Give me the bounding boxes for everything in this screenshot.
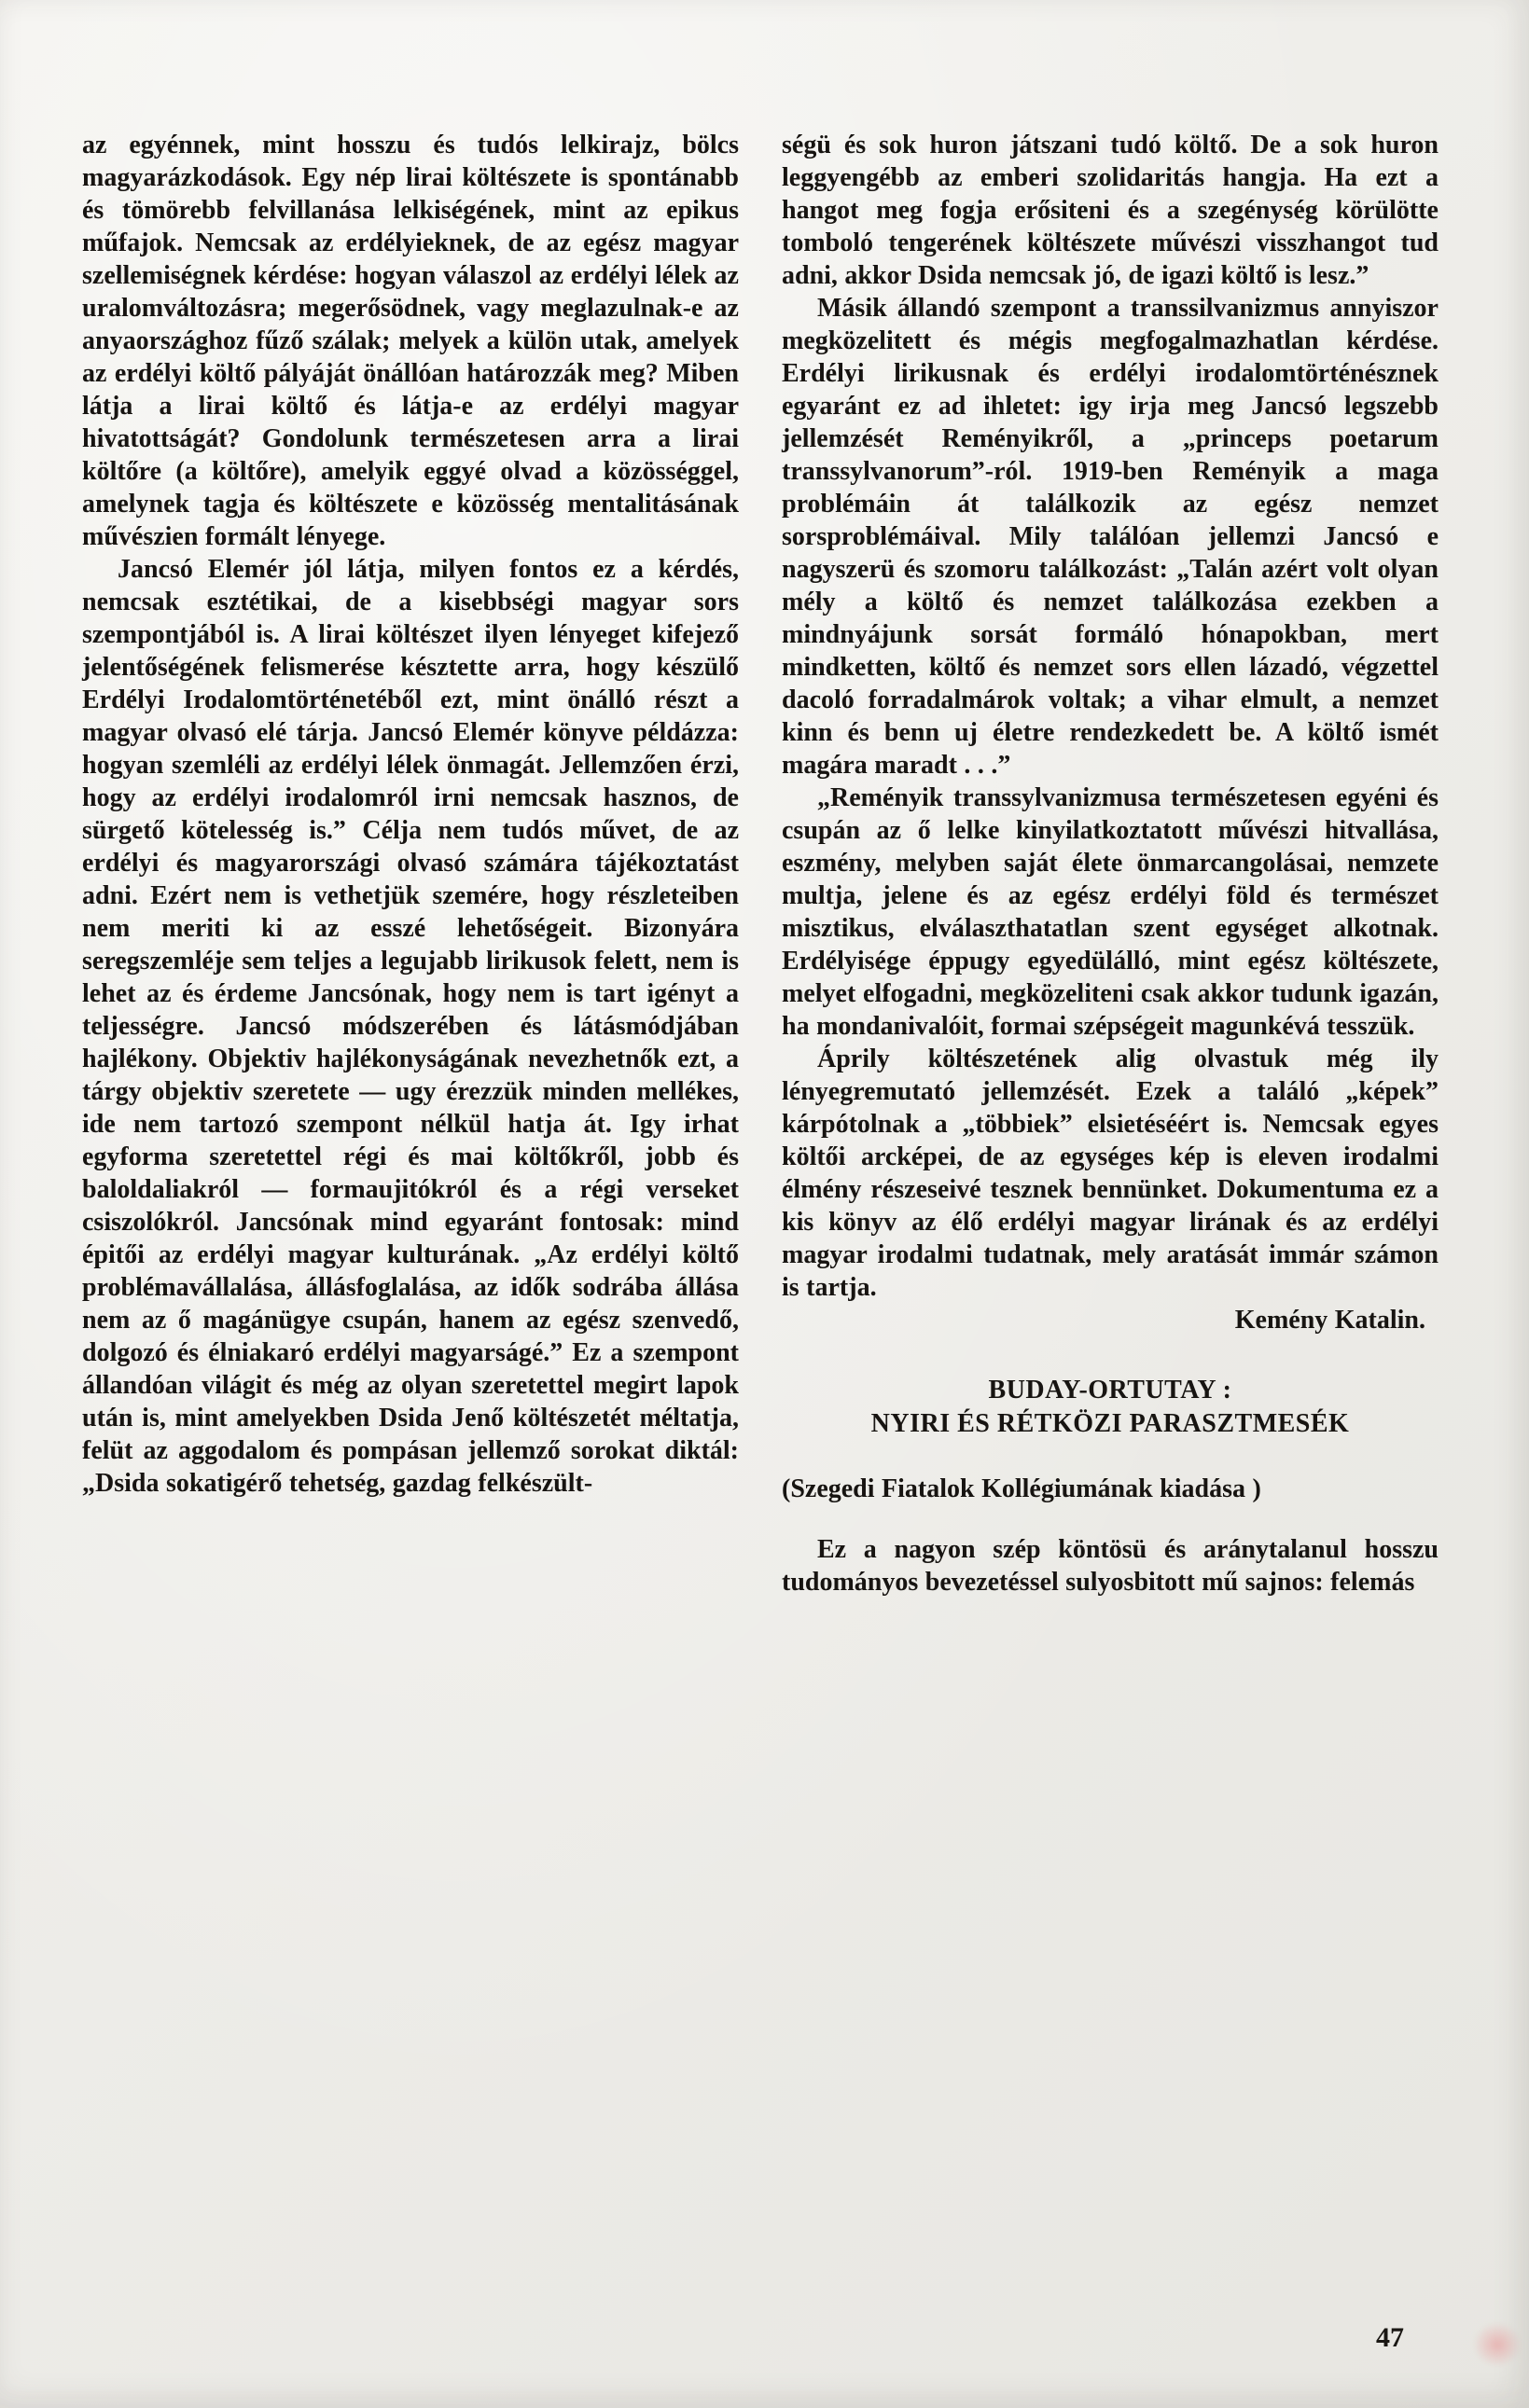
- paragraph: az egyénnek, mint hosszu és tudós lelkirajz, bölcs magyarázkodások. Egy nép lirai költészete is spontánabb és tömörebb felvillanása lelkiségének, mint az epikus műfajok. Nemcsak az erdélyieknek, de az egész magyar szellemiségnek kérdése: hogyan válaszol az erdélyi lélek az uralomváltozásra; megerősödnek, vagy meglazulnak-e az anyaországhoz fűző szálak; melyek a külön utak, amelyek az erdélyi költő pályáját önállóan határozzák meg? Miben látja a lirai költő és látja-e az erdélyi magyar hivatottságát? Gondolunk természetesen arra a lirai költőre (a költőre), amelyik eggyé olvad a közösséggel, amelynek tagja és költészete e közösség mentalitásának művészien formált lényege.: [82, 131, 739, 551]
- page-number: 47: [1376, 2322, 1404, 2353]
- right-column: [782, 129, 1439, 1598]
- paragraph: „Reményik transsylvanizmusa természetesen egyéni és csupán az ő lelke kinyilatkoztatott művészi hitvallása, eszmény, melyben saját élete önmarcangolásai, nemzete multja, jelene és az egész erdélyi föld és természet misztikus, elválaszthatatlan szent egységet alkotnak. Erdélyisége éppugy egyedülálló, mint egész költészete, melyet elfogadni, megközeliteni csak akkor tudunk igazán, ha mondanivalóit, formai szépségeit magunkévá tesszük.: [782, 783, 1439, 1041]
- scan-artifact: [1473, 2322, 1522, 2367]
- review-heading-author: BUDAY-ORTUTAY :: [988, 1376, 1232, 1405]
- publisher-note: (Szegedi Fiatalok Kollégiumának kiadása ): [782, 1474, 1261, 1503]
- review-heading-title: NYIRI ÉS RÉTKÖZI PARASZTMESÉK: [870, 1409, 1350, 1438]
- paragraph: Áprily költészetének alig olvastuk még ily lényegremutató jellemzését. Ezek a találó „képek” kárpótolnak a „többiek” elsietéséért is. Nemcsak egyes költői arcképei, de az egységes kép is eleven irodalmi élmény részeseivé tesznek bennünket. Dokumentuma ez a kis könyv az élő erdélyi magyar lirának és az erdélyi magyar irodalmi tudatnak, mely aratását immár számon is tartja.: [782, 1045, 1439, 1302]
- paragraph: ségü és sok huron játszani tudó költő. De a sok huron leggyengébb az emberi szolidaritás hangja. Ha ezt a hangot meg fogja erősiteni és a szegénység körülötte tomboló tengerének költészete művészi visszhangot tud adni, akkor Dsida nemcsak jó, de igazi költő is lesz.”: [782, 131, 1439, 290]
- author-signature: Kemény Katalin.: [1234, 1306, 1425, 1335]
- paragraph: Ez a nagyon szép köntösü és aránytalanul hosszu tudományos bevezetéssel sulyosbitott mű sajnos: felemás: [782, 1535, 1439, 1597]
- left-column: [82, 129, 739, 1598]
- text-columns: [82, 129, 1439, 1598]
- paragraph: Másik állandó szempont a transsilvanizmus annyiszor megközelitett és mégis megfogalmazhatlan kérdése. Erdélyi lirikusnak és erdélyi irodalomtörténésznek egyaránt ez ad ihletet: igy irja meg Jancsó legszebb jellemzését Reményikről, a „princeps poetarum transsylvanorum”-ról. 1919-ben Reményik a maga problémáin át találkozik az egész nemzet sorsproblémáival. Mily találóan jellemzi Jancsó e nagyszerü és szomoru találkozást: „Talán azért volt olyan mély a költő és nemzet találkozása ezekben a mindnyájunk sorsát formáló hónapokban, mert mindketten, költő és nemzet sors ellen lázadó, végzettel dacoló forradalmárok voltak; a vihar elmult, a nemzet kinn és benn uj életre rendezkedett be. A költő ismét magára maradt . . .”: [782, 294, 1439, 780]
- paragraph: Jancsó Elemér jól látja, milyen fontos ez a kérdés, nemcsak esztétikai, de a kisebbségi magyar sors szempontjából is. A lirai költészet ilyen lényeget kifejező jelentőségének felismerése késztette arra, hogy készülő Erdélyi Irodalomtörténetéből ezt, mint önálló részt a magyar olvasó elé tárja. Jancsó Elemér könyve példázza: hogyan szemléli az erdélyi lélek önmagát. Jellemzően érzi, hogy az erdélyi irodalomról irni nemcsak hasznos, de sürgető kötelesség is.” Célja nem tudós művet, de az erdélyi és magyarországi olvasó számára tájékoztatást adni. Ezért nem is vethetjük szemére, hogy részleteiben nem meriti ki az esszé lehetőségeit. Bizonyára seregszemléje sem teljes a legujabb lirikusok felett, nem is lehet az és érdeme Jancsónak, hogy nem is tart igényt a teljességre. Jancsó módszerében és látásmódjában hajlékony. Objektiv hajlékonyságának nevezhetnők ezt, a tárgy objektiv szeretete — ugy érezzük minden mellékes, ide nem tartozó szempont nélkül hatja át. Igy irhat egyforma szeretettel régi és mai költőkről, jobb és baloldaliakról — formaujitókról és a régi verseket csiszolókról. Jancsónak mind egyaránt fontosak: mind épitői az erdélyi magyar kulturának. „Az erdélyi költő problémavállalása, állásfoglalása, az idők sodrába állása nem az ő magánügye csupán, hanem az egész szenvedő, dolgozó és élniakaró erdélyi magyarságé.” Ez a szempont állandóan világit és még az olyan szeretettel megirt lapok után is, mint amelyekben Dsida Jenő költészetét méltatja, felüt az aggodalom és pompásan jellemző sorokat diktál: „Dsida sokatigérő tehetség, gazdag felkészült-: [82, 555, 739, 1498]
- review-heading: [782, 1374, 1439, 1441]
